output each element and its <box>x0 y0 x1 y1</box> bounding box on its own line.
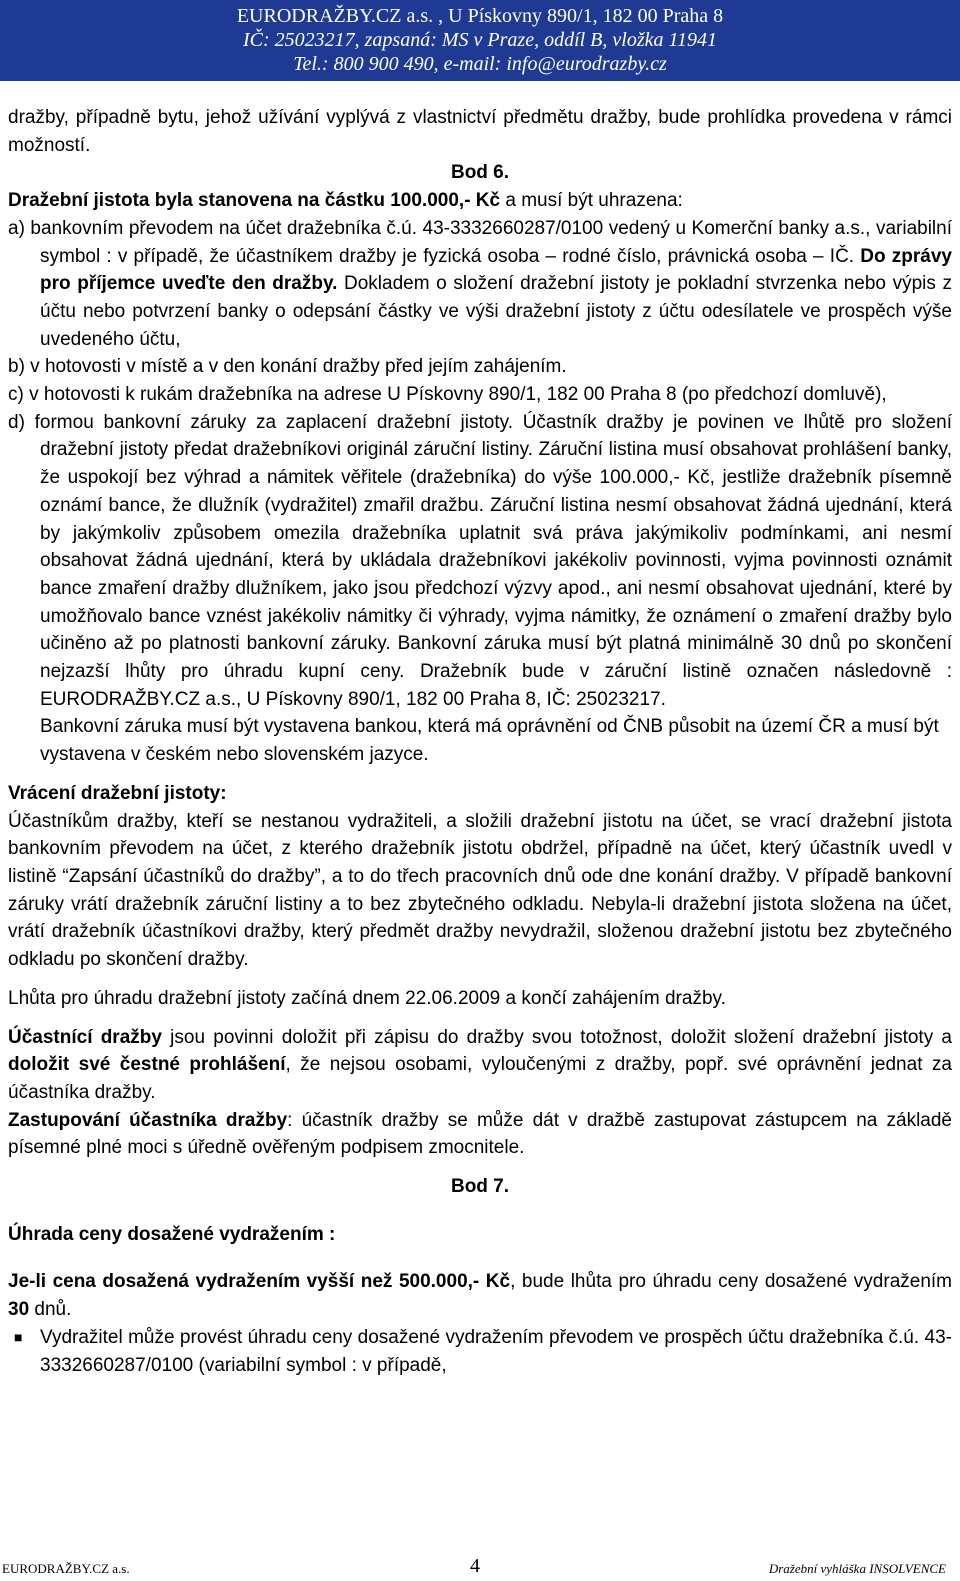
option-d-bank-guarantee: d) formou bankovní záruky za zaplacení dražební jistoty. Účastník dražby je povinen ve lhůtě pro složení dražební jistoty předat dražebníkovi originál záruční listiny. Záruční listina musí obsahovat prohlášení banky, že uspokojí bez výhrad a námitek věřitele (dražebníka) do výše 100.000,- Kč, jestliže dražebník písemně oznámí bance, že dlužník (vydražitel) zmařil dražbu. Záruční listina nesmí obsahovat žádná ujednání, která by jakýmkoliv způsobem omezila dražebníka uplatnit svá práva jakýmikoliv podmínkami, ani nesmí obsahovat žádná ujednání, která by ukládala dražebníkovi jakékoliv povinnosti, vyjma povinnosti oznámit bance zmaření dražby dlužníkem, jako jsou předchozí výzvy apod., ani nesmí obsahovat ujednání, které by umožňovalo bance vznést jakékoliv námitky či výhrady, vyjma námitky, že oznámení o zmaření dražby bylo učiněno až po platnosti bankovní záruky. Bankovní záruka musí být platná minimálně 30 dnů po skončení nejzazší lhůty pro úhradu kupní ceny. Dražebník bude v záruční listině označen následovně : EURODRAŽBY.CZ a.s., U Pískovny 890/1, 182 00 Praha 8, IČ: 25023217. <box>8 411 952 710</box>
document-body <box>8 104 952 1379</box>
option-a-bank-transfer <box>8 215 952 354</box>
participants-text: jsou povinni doložit při zápisu do dražby svou totožnost, doložit složení dražební jistoty a <box>161 1026 952 1048</box>
footer-document-title: Dražební vyhláška INSOLVENCE <box>768 1561 946 1576</box>
header-registration-line: IČ: 25023217, zapsaná: MS v Praze, oddíl B, vložka 11941 <box>242 29 718 51</box>
spacer <box>8 1248 952 1268</box>
paragraph-deposit-return: Účastníkům dražby, kteří se nestanou vydražiteli, a složili dražební jistotu na účet, se vrací dražební jistota bankovním převodem na účet, z kterého dražebník jistotu obdržel, případně na účet, který účastník uvedl v listině “Zapsání účastníků do dražby”, a to do třech pracovních dnů ode dne konání dražby. V případě bankovní záruky vrátí dražebník záruční listiny a to bez zbytečného odkladu. Nebyla-li dražební jistota složena na účet, vrátí dražebník účastníkovi dražby, který předmět dražby nevydražil, složenou dražební jistotu bez zbytečného odkladu po skončení dražby. <box>8 810 952 971</box>
square-bullet-icon: ■ <box>14 1328 23 1345</box>
paragraph-payment-term <box>8 1268 952 1323</box>
representation-bold: Zastupování účastníka dražby <box>8 1109 288 1131</box>
participants-text-cont: , že nejsou osobami, vyloučenými z dražby, popř. své oprávnění jednat za účastníka dražby. <box>8 1054 952 1103</box>
representation-text: : účastník dražby se může dát v dražbě zastupovat zástupcem na základě písemné plné moci s úředně ověřeným podpisem zmocnitele. <box>8 1109 952 1159</box>
paragraph-deposit-deadline: Lhůta pro úhradu dražební jistoty začíná dnem 22.06.2009 a končí zahájením dražby. <box>8 987 726 1009</box>
heading-deposit-return: Vrácení dražební jistoty: <box>8 782 227 804</box>
section-heading-bod6: Bod 6. <box>450 162 510 184</box>
option-a-text: a) bankovním převodem na účet dražebníka č.ú. 43-3332660287/0100 vedený u Komerční banky a.s., variabilní symbol : v případě, že účastníkem dražby je fyzická osoba – rodné číslo, právnická osoba – IČ. <box>8 217 952 267</box>
option-c-cash-to-auctioneer: c) v hotovosti k rukám dražebníka na adrese U Pískovny 890/1, 182 00 Praha 8 (po předchozí domluvě), <box>8 384 887 406</box>
participants-bold: Účastnící dražby <box>8 1026 162 1048</box>
header-contact-line: Tel.: 800 900 490, e-mail: info@eurodrazby.cz <box>293 53 667 75</box>
deposit-amount-bold: Dražební jistota byla stanovena na částku 100.000,- Kč <box>8 190 501 212</box>
spacer <box>8 1013 952 1024</box>
payment-days-bold: 30 <box>8 1299 30 1321</box>
bullet-text: Vydražitel může provést úhradu ceny dosažené vydražením převodem ve prospěch účtu dražebníka č.ú. 43-3332660287/0100 (variabilní symbol : v případě, <box>40 1326 952 1376</box>
paragraph-inspection: dražby, případně bytu, jehož užívání vyplývá z vlastnictví předmětu dražby, bude prohlídka provedena v rámci možností. <box>8 107 952 156</box>
spacer <box>8 974 952 985</box>
deposit-amount-rest: a musí být uhrazena: <box>500 190 683 212</box>
option-a-text-cont: Dokladem o složení dražební jistoty je pokladní stvrzenka nebo výpis z účtu nebo potvrzení banky o odepsání částky ve výši dražební jistoty z účtu odesílatele ve prospěch výše uvedeného účtu, <box>40 273 952 350</box>
payment-term-text-end: dnů. <box>29 1299 72 1321</box>
spacer <box>8 1162 952 1173</box>
spacer <box>8 1201 952 1221</box>
header-company-line: EURODRAŽBY.CZ a.s. , U Pískovny 890/1, 182 00 Praha 8 <box>236 5 724 27</box>
bank-guarantee-issuer-note: Bankovní záruka musí být vystavena bankou, která má oprávnění od ČNB působit na území ČR a musí být vystavena v českém nebo slovenském jazyce. <box>40 716 939 766</box>
section-heading-bod7: Bod 7. <box>450 1176 510 1198</box>
paragraph-participants <box>8 1024 952 1107</box>
page-number: 4 <box>470 1555 480 1577</box>
footer-company: EURODRAŽBY.CZ a.s. <box>2 1561 130 1576</box>
company-header <box>0 0 960 81</box>
paragraph-deposit-amount <box>8 187 952 215</box>
payment-term-bold: Je-li cena dosažená vydražením vyšší než 500.000,- Kč <box>8 1271 511 1293</box>
page-footer <box>0 1557 960 1581</box>
spacer <box>8 769 952 780</box>
option-b-cash-at-auction: b) v hotovosti v místě a v den konání dražby před jejím zahájením. <box>8 356 567 378</box>
heading-price-payment: Úhrada ceny dosažené vydražením : <box>8 1223 336 1245</box>
payment-term-text: , bude lhůta pro úhradu ceny dosažené vydražením <box>510 1271 953 1293</box>
paragraph-representation <box>8 1107 952 1162</box>
declaration-bold: doložit své čestné prohlášení <box>8 1054 286 1076</box>
bullet-item-transfer <box>8 1324 952 1379</box>
option-a-note-bold: Do zprávy pro příjemce uveďte den dražby. <box>40 245 952 295</box>
